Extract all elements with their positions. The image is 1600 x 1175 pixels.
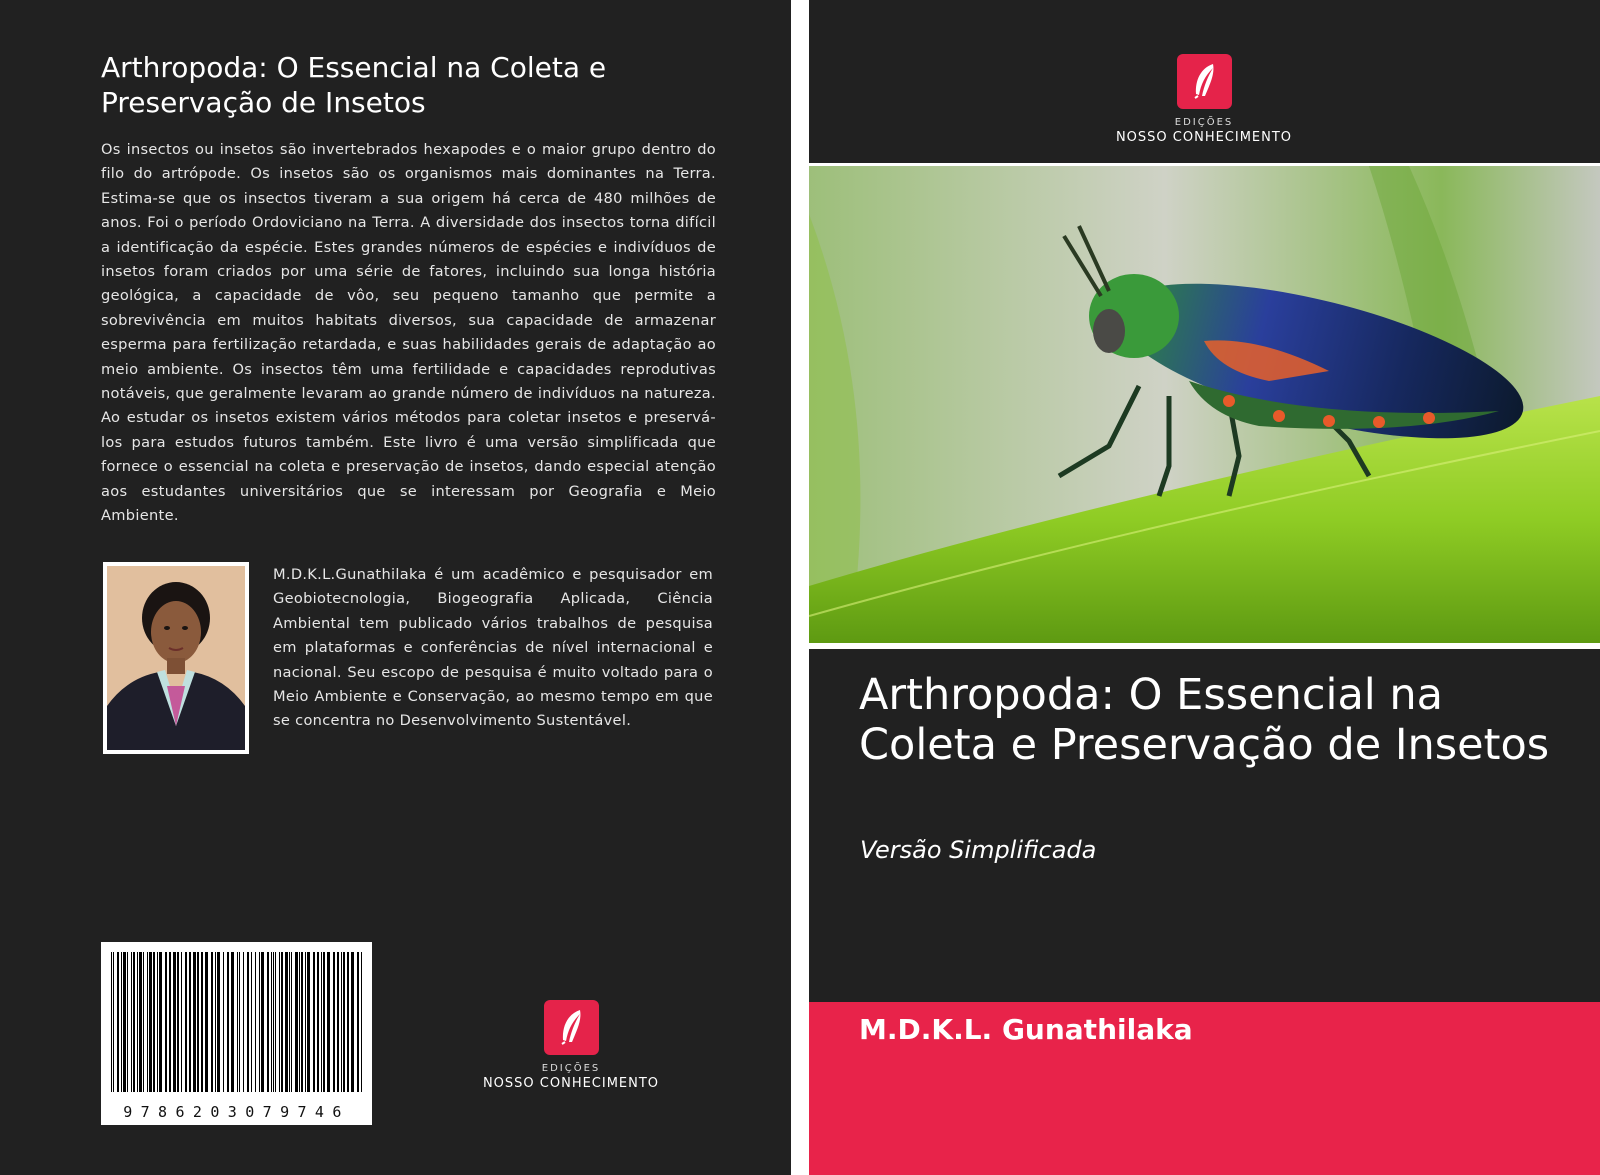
barcode-bar — [261, 952, 264, 1092]
barcode-bar — [243, 952, 244, 1092]
barcode-bar — [321, 952, 322, 1092]
barcode-bar — [117, 952, 119, 1092]
barcode-bar — [313, 952, 315, 1092]
barcode-bar — [147, 952, 148, 1092]
feather-quill-icon — [544, 1000, 599, 1055]
barcode-digits: 9786203079746 — [123, 1103, 350, 1121]
barcode-bar — [239, 952, 240, 1092]
barcode-bar — [337, 952, 339, 1092]
barcode-bar — [295, 952, 298, 1092]
barcode-bar — [291, 952, 292, 1092]
barcode-bar — [113, 952, 114, 1092]
author-portrait-image — [107, 566, 245, 750]
barcode-bar — [137, 952, 138, 1092]
barcode-bar — [131, 952, 132, 1092]
barcode-bar — [173, 952, 176, 1092]
barcode-bar — [317, 952, 319, 1092]
barcode-bar — [185, 952, 187, 1092]
barcode-bars — [101, 942, 372, 1092]
back-cover-blurb: Os insectos ou insetos são invertebrados hexapodes e o maior grupo dentro do filo do artrópode. Os insetos são os organismos mais dominantes na Terra. Estima-se que os insectos tiveram a sua origem há cerca de 480 milhões de anos. Foi o período Ordoviciano na Terra. A diversidade dos insectos torna difícil a identificação da espécie. Estes grandes números de espécies e indivíduos de insetos foram criados por uma série de fatores, incluindo sua longa história geológica, a capacidade de vôo, seu pequeno tamanho que permite a sobrevivência em muitos habitats diversos, sua capacidade de armazenar esperma para fertilização retardada, e suas habilidades gerais de adaptação ao meio ambiente. Os insectos têm uma fertilidade e capacidades reprodutivas notáveis, que geralmente levaram ao grande número de indivíduos na natureza. Ao estudar os insetos existem vários métodos para coletar insetos e preservá-los para estudos futuros também. Este livro é uma versão simplificada que fornece o essencial na coleta e preservação de insetos, dando especial atenção aos estudantes universitários que se interessam por Geografia e Meio Ambiente. — [101, 141, 716, 525]
barcode-bar — [127, 952, 128, 1092]
barcode-bar — [347, 952, 349, 1092]
barcode-bar — [159, 952, 162, 1092]
barcode-bar — [215, 952, 216, 1092]
back-cover — [0, 0, 791, 1175]
barcode-bar — [181, 952, 182, 1092]
barcode-bar — [357, 952, 359, 1092]
barcode-bar — [271, 952, 272, 1092]
barcode-bar — [273, 952, 274, 1092]
barcode-bar — [123, 952, 126, 1092]
book-spine — [791, 0, 809, 1175]
barcode-bar — [289, 952, 290, 1092]
barcode-bar — [139, 952, 142, 1092]
back-cover-title: Arthropoda: O Essencial na Coleta e Preservação de Insetos — [101, 51, 607, 119]
barcode-bar — [333, 952, 335, 1092]
barcode-bar — [237, 952, 238, 1092]
barcode-bar — [205, 952, 208, 1092]
publisher-line2: NOSSO CONHECIMENTO — [482, 1076, 660, 1091]
barcode-bar — [299, 952, 300, 1092]
barcode-bar — [193, 952, 196, 1092]
front-cover-author: M.D.K.L. Gunathilaka — [859, 1013, 1193, 1046]
barcode-bar — [343, 952, 345, 1092]
publisher-logo-front — [1089, 54, 1319, 145]
barcode-bar — [259, 952, 260, 1092]
barcode-bar — [279, 952, 280, 1092]
barcode-bar — [217, 952, 220, 1092]
barcode-bar — [255, 952, 256, 1092]
barcode-bar — [121, 952, 122, 1092]
publisher-logo-back — [470, 1000, 672, 1091]
barcode-bar — [305, 952, 306, 1092]
front-cover-title: Arthropoda: O Essencial na Coleta e Preservação de Insetos — [859, 670, 1550, 770]
front-cover-subtitle: Versão Simplificada — [860, 836, 1097, 864]
barcode-bar — [327, 952, 330, 1092]
barcode-bar — [111, 952, 112, 1092]
publisher-line1: EDIÇÕES — [1174, 117, 1234, 128]
publisher-line2: NOSSO CONHECIMENTO — [1115, 130, 1293, 145]
barcode-bar — [211, 952, 213, 1092]
barcode-bar — [247, 952, 249, 1092]
barcode-bar — [149, 952, 152, 1092]
barcode-bar — [201, 952, 203, 1092]
barcode-bar — [281, 952, 283, 1092]
barcode-bar — [275, 952, 276, 1092]
barcode-bar — [153, 952, 155, 1092]
feather-quill-icon — [1177, 54, 1232, 109]
front-cover — [809, 0, 1600, 1175]
barcode-bar — [227, 952, 229, 1092]
barcode-bar — [341, 952, 342, 1092]
barcode-bar — [323, 952, 325, 1092]
barcode-bar — [177, 952, 179, 1092]
isbn-barcode — [101, 942, 372, 1125]
cover-photo-beetle — [809, 163, 1600, 649]
barcode-bar — [351, 952, 354, 1092]
barcode-bar — [169, 952, 171, 1092]
barcode-bar — [251, 952, 252, 1092]
barcode-bar — [223, 952, 224, 1092]
barcode-bar — [301, 952, 303, 1092]
barcode-bar — [307, 952, 310, 1092]
barcode-bar — [361, 952, 362, 1092]
barcode-bar — [189, 952, 191, 1092]
author-bio: M.D.K.L.Gunathilaka é um acadêmico e pesquisador em Geobiotecnologia, Biogeografia Aplicada, Ciência Ambiental tem publicado vários trabalhos de pesquisa em plataformas e conferências de nível internacional e nacional. Seu escopo de pesquisa é muito voltado para o Meio Ambiente e Conservação, ao mesmo tempo em que se concentra no Desenvolvimento Sustentável. — [273, 566, 713, 730]
barcode-bar — [143, 952, 144, 1092]
barcode-bar — [197, 952, 199, 1092]
beetle-on-leaf-image — [809, 166, 1600, 643]
barcode-bar — [165, 952, 167, 1092]
barcode-bar — [133, 952, 135, 1092]
author-photo — [103, 562, 249, 754]
barcode-bar — [231, 952, 234, 1092]
barcode-bar — [285, 952, 288, 1092]
publisher-line1: EDIÇÕES — [541, 1063, 601, 1074]
barcode-bar — [157, 952, 158, 1092]
barcode-bar — [267, 952, 269, 1092]
